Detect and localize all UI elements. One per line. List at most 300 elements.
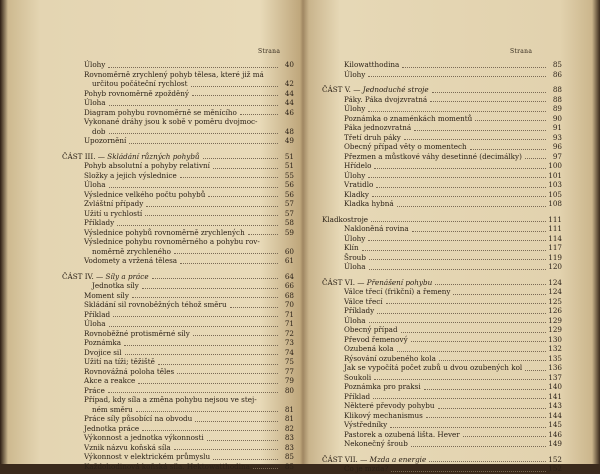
toc-page-number: 59 — [284, 227, 294, 237]
toc-page-number: 72 — [284, 328, 294, 338]
dot-leader — [208, 195, 278, 197]
dot-leader — [397, 350, 546, 352]
toc-entry — [322, 60, 562, 70]
toc-entry — [322, 306, 562, 316]
dot-leader — [177, 372, 278, 374]
dot-leader — [192, 94, 278, 96]
toc-entry — [62, 180, 294, 190]
toc-entry — [322, 382, 562, 392]
section-title: Skládání různých pohybů — [107, 151, 200, 161]
dot-leader — [240, 113, 278, 115]
toc-entry — [62, 60, 294, 70]
toc-page-number: 85 — [284, 461, 294, 471]
toc-entry — [322, 464, 562, 474]
toc-entry-title: Válce třecí — [344, 296, 383, 306]
toc-page-number: 51 — [284, 151, 294, 161]
dot-leader — [203, 157, 278, 159]
toc-entry — [322, 297, 562, 307]
toc-entry — [322, 420, 562, 430]
toc-entry — [62, 462, 294, 472]
toc-entry — [62, 98, 294, 108]
toc-entry-title: Práce — [84, 385, 105, 395]
toc-entry — [322, 325, 562, 335]
toc-page-number: 82 — [284, 423, 294, 433]
dot-leader — [369, 268, 546, 270]
dot-leader — [470, 148, 546, 150]
toc-entry-title: Úloha — [344, 315, 366, 325]
right-page — [322, 0, 562, 473]
dot-leader — [368, 110, 546, 112]
toc-page-number: 117 — [548, 243, 562, 252]
dot-leader — [424, 388, 546, 390]
toc-entry-title: Ozubená kola — [344, 344, 394, 353]
dot-leader — [412, 230, 546, 232]
toc-page-number: 66 — [284, 281, 294, 290]
toc-entry — [322, 262, 562, 272]
dot-leader — [180, 262, 278, 264]
toc-page-number: 97 — [552, 151, 562, 161]
toc-entry-title: Výkonnost v elektrickém průmyslu — [84, 452, 211, 461]
toc-entry — [322, 243, 562, 253]
toc-entry-title: Hřídelo — [344, 161, 372, 170]
toc-page-number: 120 — [548, 262, 562, 271]
toc-entry — [62, 171, 294, 181]
toc-entry-title: Výkonnost a jednotka výkonnosti — [84, 433, 204, 442]
dot-leader — [138, 382, 278, 384]
dot-leader — [376, 186, 546, 188]
dot-leader — [430, 100, 546, 102]
toc-entry — [62, 376, 294, 386]
dot-leader — [402, 66, 546, 68]
dot-leader — [193, 334, 278, 336]
toc-page-number: 146 — [548, 429, 562, 439]
toc-section-heading — [62, 272, 294, 282]
toc-entry — [62, 209, 294, 219]
toc-entry-title: Některé převody pohybu — [344, 401, 435, 410]
toc-page-number: 83 — [284, 442, 294, 452]
toc-entry — [322, 354, 562, 364]
toc-page-number: 126 — [548, 306, 562, 315]
toc-entry-title: Příklad — [84, 309, 111, 319]
toc-page-number: 101 — [548, 170, 562, 180]
dot-leader — [108, 391, 278, 393]
toc-page-number: 61 — [284, 256, 294, 265]
toc-page-number: 124 — [548, 287, 562, 296]
toc-page-number: 111 — [548, 224, 562, 233]
toc-entry — [62, 348, 294, 358]
toc-page-number: 77 — [284, 366, 294, 376]
dot-leader — [132, 296, 278, 298]
toc-entry — [322, 411, 562, 421]
dot-leader — [174, 252, 278, 254]
toc-page-number: 60 — [284, 246, 294, 256]
dot-leader — [390, 426, 546, 428]
toc-page-number: 129 — [548, 315, 562, 325]
toc-page-number: 80 — [284, 385, 294, 395]
toc-entry-title: Kladky — [344, 189, 369, 199]
dot-leader — [109, 325, 278, 327]
toc-page-number: 89 — [552, 104, 562, 113]
toc-entry — [62, 228, 294, 238]
dot-leader — [142, 287, 278, 289]
toc-page-number: 132 — [548, 344, 562, 353]
dot-leader — [368, 239, 546, 241]
toc-page-number: 119 — [548, 252, 562, 262]
dot-leader — [525, 157, 546, 159]
toc-entry-title: Pohyb rovnoměrně zpožděný — [84, 88, 189, 98]
toc-page-number: 57 — [284, 208, 294, 218]
toc-entry — [62, 161, 294, 171]
toc-page-number: 56 — [284, 189, 294, 199]
toc-page-number: 71 — [284, 309, 294, 319]
dot-leader — [109, 186, 278, 188]
toc-entry-title: ČÁST V. — Jednoduché stroje — [322, 85, 429, 94]
toc-page-number: 42 — [284, 79, 294, 88]
toc-entry-title: Přezmen a můstkové váhy desetinné (decimálky) — [344, 151, 522, 161]
toc-entry — [62, 433, 294, 443]
toc-entry-title: Vznik názvu koňská síla — [84, 442, 171, 452]
toc-page-number: 46 — [284, 107, 294, 117]
toc-page-number: 130 — [548, 334, 562, 344]
toc-section-heading — [62, 152, 294, 162]
dot-leader — [136, 410, 278, 412]
toc-page-number: 81 — [284, 414, 294, 423]
dot-leader — [374, 378, 546, 380]
toc-page-number: 129 — [548, 325, 562, 334]
toc-entry — [322, 152, 562, 162]
toc-entry — [62, 136, 294, 146]
toc-entry-title: Příklady — [344, 306, 375, 315]
dot-leader — [108, 66, 278, 68]
toc-entry-title: Výstředníky — [344, 420, 388, 429]
toc-page-number: 88 — [552, 94, 562, 104]
toc-entry-title: Úloha — [84, 319, 106, 328]
toc-page-number: 91 — [552, 123, 562, 132]
table-of-contents — [62, 60, 294, 471]
dot-leader — [369, 321, 546, 323]
toc-entry — [322, 95, 562, 105]
toc-page-number: 64 — [284, 271, 294, 281]
toc-entry — [322, 363, 562, 373]
page-header: Strana — [258, 48, 281, 55]
toc-page-number: 70 — [284, 300, 294, 309]
toc-entry — [62, 108, 294, 118]
toc-entry — [62, 338, 294, 348]
toc-entry-title: Klikový mechanismus — [344, 410, 423, 420]
toc-page-number: 73 — [284, 338, 294, 347]
toc-entry — [322, 344, 562, 354]
page-header: Strana — [510, 48, 533, 55]
toc-page-number: 79 — [284, 376, 294, 385]
dot-leader — [391, 470, 546, 472]
toc-page-number: 144 — [548, 410, 562, 420]
toc-page-number: 111 — [548, 214, 562, 224]
dot-leader — [404, 138, 546, 140]
toc-page-number: 136 — [548, 363, 562, 372]
toc-page-number: 96 — [552, 142, 562, 151]
toc-entry — [322, 224, 562, 234]
dot-leader — [411, 340, 546, 342]
dot-leader — [373, 397, 546, 399]
toc-entry-title: Páky. Páka dvojzvratná — [344, 94, 428, 104]
dot-leader — [109, 104, 278, 106]
toc-page-number: 103 — [548, 180, 562, 189]
toc-entry-title: Jednotka práce — [84, 423, 140, 433]
toc-page-number: 58 — [284, 218, 294, 227]
toc-page-number: 93 — [552, 132, 562, 142]
toc-entry-title: Páka jednozvratná — [344, 123, 412, 132]
toc-entry-title: Příklad — [344, 391, 371, 401]
toc-page-number: 145 — [548, 420, 562, 429]
section-title: Jednoduché stroje — [362, 85, 429, 94]
toc-entry-title: Třetí druh páky — [344, 132, 401, 142]
dot-leader — [401, 331, 546, 333]
toc-section-heading — [322, 278, 562, 288]
dot-leader — [438, 407, 547, 409]
toc-entry — [322, 335, 562, 345]
toc-entry — [62, 70, 294, 80]
dot-leader — [432, 91, 546, 93]
toc-entry — [322, 316, 562, 326]
toc-entry-title: Užití u rychlostí — [84, 208, 143, 218]
dot-leader — [125, 353, 278, 355]
toc-page-number: 124 — [548, 277, 562, 287]
toc-entry — [62, 199, 294, 209]
dot-leader — [374, 167, 546, 169]
toc-entry — [62, 117, 294, 127]
toc-entry-title: Co je mzda? — [344, 464, 389, 473]
dot-leader — [195, 420, 278, 422]
toc-entry-title: Vratidlo — [344, 180, 374, 189]
toc-entry-title: Skládání sil rovnoběžných téhož směru — [84, 300, 227, 309]
dot-leader — [191, 85, 279, 87]
toc-entry-title: Kladka hybná — [344, 199, 394, 208]
dot-leader — [207, 439, 278, 441]
toc-entry-title: Vodomety a vržená tělesa — [84, 256, 178, 265]
toc-entry-title: Výslednice pohybu rovnoměrného a pohybu rov- — [84, 237, 260, 246]
toc-page-number: 137 — [548, 372, 562, 382]
toc-entry — [62, 218, 294, 228]
toc-entry — [322, 190, 562, 200]
toc-entry-title: Úlohy — [344, 170, 366, 180]
dot-leader — [152, 277, 278, 279]
toc-entry — [322, 70, 562, 80]
toc-entry-title: Kilowatthodina — [344, 60, 400, 69]
dot-leader — [109, 132, 278, 134]
toc-entry-title: Obecný případ — [344, 325, 398, 334]
toc-page-number: 81 — [284, 404, 294, 414]
toc-entry — [62, 357, 294, 367]
toc-entry — [62, 237, 294, 247]
toc-entry — [62, 300, 294, 310]
dot-leader — [213, 458, 278, 460]
toc-entry — [62, 395, 294, 405]
toc-entry-title: Nekonečný šroub — [344, 439, 408, 448]
toc-entry-title: Rovnovážná poloha těles — [84, 366, 175, 376]
section-title: Přenášení pohybu — [366, 277, 433, 287]
toc-entry — [62, 319, 294, 329]
dot-leader — [414, 129, 546, 131]
toc-section-heading — [322, 85, 562, 95]
dot-leader — [213, 167, 278, 169]
toc-page-number: 68 — [284, 290, 294, 300]
section-title: Síly a práce — [105, 271, 149, 281]
toc-page-number: 135 — [548, 353, 562, 363]
toc-entry-title: Převod řemenový — [344, 334, 408, 344]
toc-page-number: 57 — [284, 199, 294, 208]
toc-entry-title: Klín — [344, 243, 359, 252]
toc-page-number: 44 — [284, 88, 294, 98]
toc-page-number: 88 — [552, 85, 562, 94]
toc-entry — [322, 401, 562, 411]
toc-page-number: 125 — [548, 296, 562, 306]
toc-entry-title: Výslednice velkého počtu pohybů — [84, 189, 206, 199]
toc-entry — [62, 79, 294, 89]
dot-leader — [372, 195, 546, 197]
dot-leader — [463, 435, 546, 437]
toc-entry-title: Úlohy — [344, 104, 366, 113]
toc-entry-title: Akce a reakce — [84, 376, 136, 385]
toc-page-number: 140 — [548, 382, 562, 391]
dot-leader — [439, 359, 546, 361]
toc-entry-title: Rovnoměrně zrychlený pohyb tělesa, které již má — [84, 69, 264, 79]
toc-section-heading — [322, 455, 562, 465]
toc-page-number: 149 — [548, 439, 562, 448]
toc-entry — [62, 89, 294, 99]
dot-leader — [371, 220, 546, 222]
table-of-contents — [322, 60, 562, 474]
dot-leader — [174, 448, 278, 450]
toc-entry-title: Úlohy — [344, 69, 366, 79]
toc-page-number: 86 — [552, 69, 562, 79]
toc-entry-title: ČÁST VI. — Přenášení pohybu — [322, 277, 433, 287]
toc-entry-title: Úloha — [84, 98, 106, 107]
toc-page-number: 85 — [284, 452, 294, 461]
toc-entry — [62, 405, 294, 415]
toc-entry-title: Nakloněná rovina — [344, 224, 409, 233]
dot-leader — [386, 302, 546, 304]
toc-entry — [62, 329, 294, 339]
toc-entry-title: Vykonané dráhy jsou k sobě v poměru dvojmoc- — [84, 117, 258, 126]
toc-entry — [322, 439, 562, 449]
toc-entry — [322, 287, 562, 297]
dot-leader — [253, 467, 278, 469]
toc-entry-title: Pohyb absolutní a pohyby relativní — [84, 161, 210, 170]
dot-leader — [435, 283, 546, 285]
toc-entry-title: Každohodinová koňská síla. Hektowatthodina — [84, 461, 250, 471]
toc-entry — [322, 180, 562, 190]
toc-page-number: 105 — [548, 189, 562, 199]
dot-leader — [145, 214, 278, 216]
toc-page-number: 48 — [284, 126, 294, 136]
dot-leader — [248, 233, 278, 235]
dot-leader — [377, 312, 546, 314]
toc-page-number: 71 — [284, 319, 294, 328]
toc-entry — [62, 310, 294, 320]
dot-leader — [368, 75, 546, 77]
toc-page-number: 74 — [284, 347, 294, 357]
dot-leader — [362, 249, 546, 251]
toc-entry-title: Rovnoběžné protisměrné síly — [84, 328, 190, 338]
toc-entry-title: Obecný případ věty o momentech — [344, 142, 467, 151]
toc-entry-title: Úlohy — [84, 60, 106, 69]
toc-entry-title: Moment síly — [84, 290, 129, 300]
dot-leader — [113, 315, 278, 317]
toc-entry — [322, 104, 562, 114]
toc-page-number: 152 — [548, 464, 562, 473]
toc-entry-title: Diagram pohybu rovnoměrně se měnícího — [84, 107, 237, 117]
toc-page-number: 90 — [552, 113, 562, 123]
toc-page-number: 114 — [548, 233, 562, 243]
dot-leader — [368, 176, 546, 178]
toc-entry-title: ČÁST III. — Skládání různých pohybů — [62, 151, 200, 161]
toc-entry — [62, 452, 294, 462]
toc-entry — [322, 199, 562, 209]
toc-entry — [322, 161, 562, 171]
toc-entry — [322, 142, 562, 152]
toc-entry-title: Jednotka síly — [92, 281, 139, 290]
dot-leader — [180, 176, 278, 178]
dot-leader — [429, 460, 546, 462]
toc-page-number: 141 — [548, 391, 562, 401]
toc-entry-title: Zvláštní případy — [84, 199, 144, 208]
toc-entry-title: Případ, kdy síla a změna pohybu nejsou ve stej- — [84, 395, 257, 404]
toc-entry — [322, 114, 562, 124]
section-title: Mzda a energie — [369, 454, 427, 464]
dot-leader — [411, 445, 546, 447]
toc-entry-title: Užití na tíži; těžiště — [84, 357, 155, 366]
toc-page-number: 44 — [284, 98, 294, 107]
toc-entry-title: Práce síly působící na obvodu — [84, 414, 193, 423]
toc-page-number: 152 — [548, 454, 562, 464]
toc-entry-title: ČÁST IV. — Síly a práce — [62, 271, 149, 281]
toc-entry — [62, 424, 294, 434]
toc-entry — [62, 190, 294, 200]
toc-entry-title: Příklady — [84, 218, 115, 227]
toc-entry — [62, 414, 294, 424]
toc-page-number: 100 — [548, 161, 562, 170]
toc-section-heading — [322, 215, 562, 225]
toc-entry-title: noměrně zrychleného — [92, 246, 171, 256]
toc-entry-title: Složky a jejich výslednice — [84, 170, 177, 180]
toc-entry — [322, 234, 562, 244]
toc-page-number: 40 — [284, 60, 294, 69]
toc-entry — [62, 281, 294, 291]
toc-entry-title: Poznámka o znaménkách momentů — [344, 113, 473, 123]
toc-entry — [62, 127, 294, 137]
toc-entry — [322, 373, 562, 383]
toc-entry-title: Výslednice pohybů rovnoměrně zrychlených — [84, 227, 245, 237]
toc-entry-title: určitou počáteční rychlost — [92, 79, 188, 88]
toc-entry-title: Upozornění — [84, 136, 127, 145]
toc-entry — [322, 171, 562, 181]
left-page — [62, 0, 294, 471]
toc-entry — [62, 367, 294, 377]
dot-leader — [230, 306, 278, 308]
toc-entry — [322, 392, 562, 402]
toc-entry-title: Soukoli — [344, 372, 372, 382]
toc-entry-title: Úlohy — [344, 233, 366, 243]
toc-entry — [62, 247, 294, 257]
toc-page-number: 56 — [284, 180, 294, 189]
toc-entry-title: dob — [92, 126, 106, 136]
dot-leader — [129, 142, 278, 144]
toc-entry-title: Poznámka — [84, 338, 122, 347]
toc-entry-title: Pastorek a ozubená lišta. Hever — [344, 429, 460, 439]
toc-entry — [62, 256, 294, 266]
dot-leader — [453, 293, 546, 295]
toc-entry-title: Kladkostroje — [322, 214, 369, 224]
